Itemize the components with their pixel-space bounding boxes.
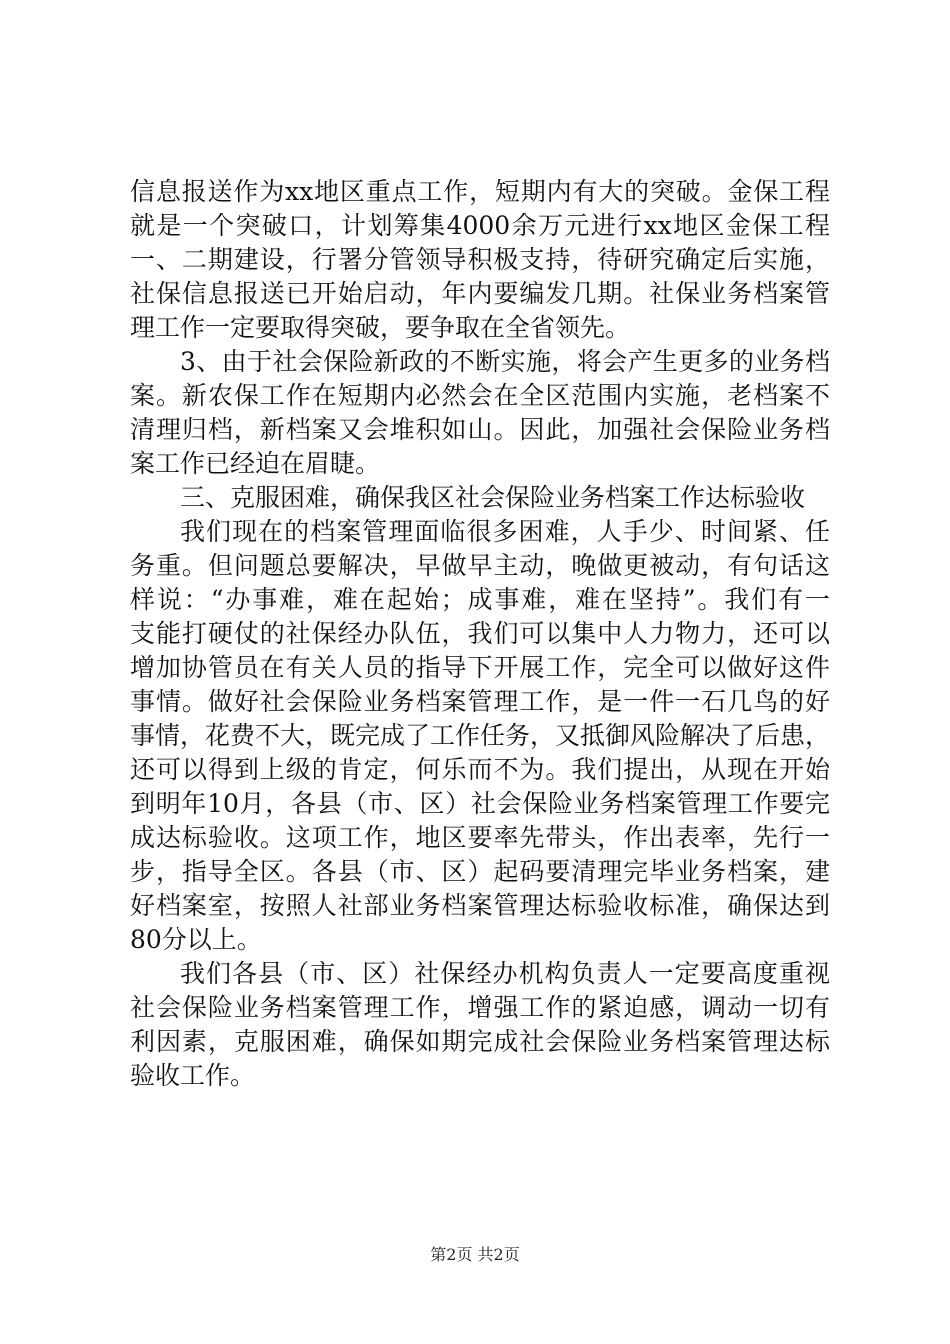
- text-line: 事情，花费不大，既完成了工作任务，又抵御风险解决了后患，: [130, 721, 831, 750]
- text-line: 80分以上。: [130, 925, 262, 954]
- text-line: 还可以得到上级的肯定，何乐而不为。我们提出，从现在开始: [130, 755, 830, 784]
- text-line: 好档案室，按照人社部业务档案管理达标验收标准，确保达到: [130, 891, 830, 920]
- text-line: 样说：“办事难，难在起始；成事难，难在坚持”。我们有一: [130, 585, 830, 614]
- text-line: 成达标验收。这项工作，地区要率先带头，作出表率，先行一: [130, 823, 830, 852]
- text-line: 三、克服困难，确保我区社会保险业务档案工作达标验收: [180, 483, 806, 512]
- text-line: 我们现在的档案管理面临很多困难，人手少、时间紧、任: [180, 517, 830, 546]
- text-line: 利因素，克服困难，确保如期完成社会保险业务档案管理达标: [130, 1027, 830, 1056]
- text-line: 步，指导全区。各县（市、区）起码要清理完毕业务档案，建: [130, 857, 830, 886]
- text-line: 一、二期建设，行署分管领导积极支持，待研究确定后实施，: [130, 245, 830, 274]
- text-line: 案工作已经迫在眉睫。: [130, 449, 381, 478]
- paragraph: [130, 515, 830, 957]
- text-line: 案。新农保工作在短期内必然会在全区范围内实施，老档案不: [130, 381, 830, 410]
- paragraph: [130, 175, 830, 345]
- text-line: 我们各县（市、区）社保经办机构负责人一定要高度重视: [180, 959, 830, 988]
- text-line: 支能打硬仗的社保经办队伍，我们可以集中人力物力，还可以: [130, 619, 830, 648]
- text-line: 验收工作。: [130, 1061, 256, 1090]
- text-line: 就是一个突破口，计划筹集4000余万元进行xx地区金保工程: [130, 211, 830, 240]
- paragraph: [130, 957, 830, 1093]
- page-footer: 第2页 共2页: [430, 1245, 520, 1264]
- text-line: 信息报送作为xx地区重点工作，短期内有大的突破。金保工程: [130, 177, 830, 206]
- paragraph: [130, 345, 830, 481]
- document-body: [130, 175, 830, 1093]
- text-line: 清理归档，新档案又会堆积如山。因此，加强社会保险业务档: [130, 415, 830, 444]
- text-line: 3、由于社会保险新政的不断实施，将会产生更多的业务档: [180, 347, 830, 376]
- text-line: 社会保险业务档案管理工作，增强工作的紧迫感，调动一切有: [130, 993, 830, 1022]
- text-line: 增加协管员在有关人员的指导下开展工作，完全可以做好这件: [130, 653, 830, 682]
- text-line: 社保信息报送已开始启动，年内要编发几期。社保业务档案管: [130, 279, 830, 308]
- text-line: 理工作一定要取得突破，要争取在全省领先。: [130, 313, 631, 342]
- text-line: 到明年10月，各县（市、区）社会保险业务档案管理工作要完: [130, 789, 830, 818]
- paragraph: [130, 481, 830, 515]
- text-line: 事情。做好社会保险业务档案管理工作，是一件一石几鸟的好: [130, 687, 830, 716]
- text-line: 务重。但问题总要解决，早做早主动，晚做更被动，有句话这: [130, 551, 830, 580]
